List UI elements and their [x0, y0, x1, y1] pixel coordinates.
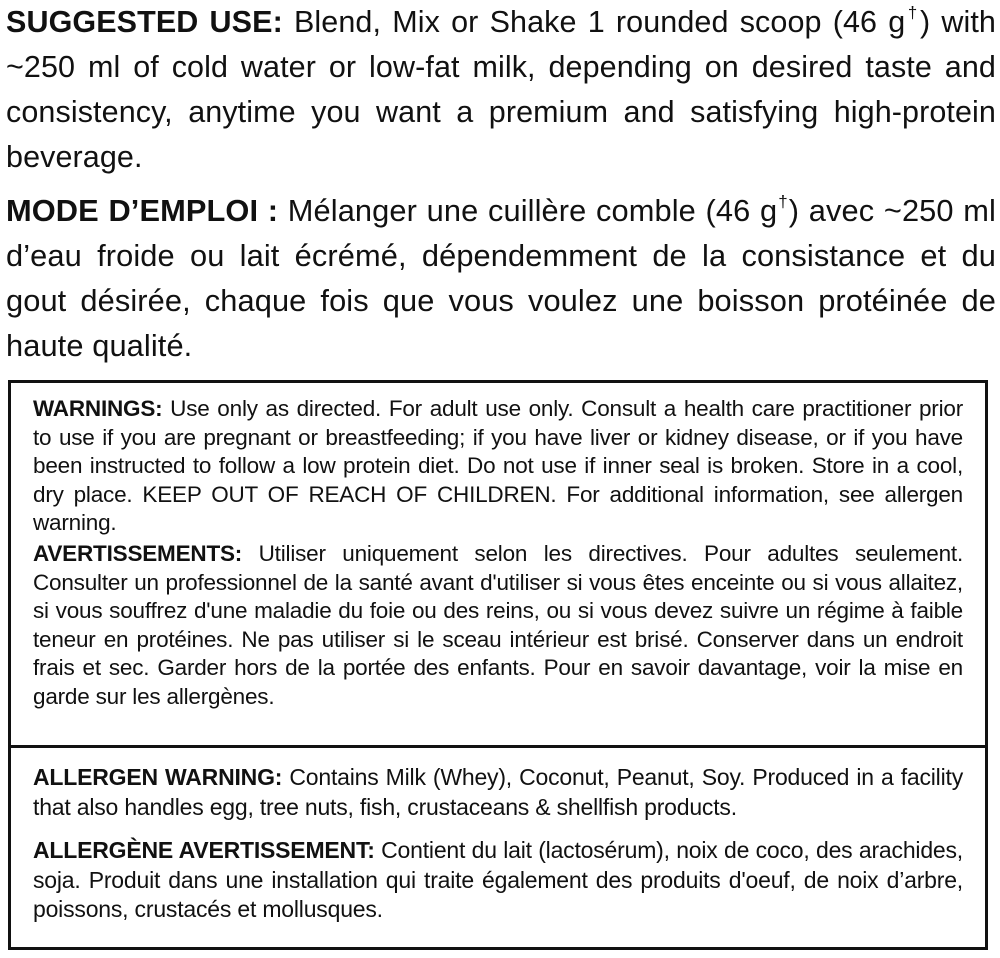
warnings-text: Use only as directed. For adult use only. Consult a health care practitioner prior to use if you are pregnant or breastfeeding; if you have liver or kidney disease, or if you have been instructed to follow a low protein diet. Do not use if inner seal is broken. Store in a cool, dry place. KEEP OUT OF REACH OF CHILDREN. For additional information, see allergen warning. [33, 396, 963, 536]
suggested-use-text: Blend, Mix or Shake 1 rounded scoop (46 g [282, 5, 906, 39]
avertissements-text: Utiliser uniquement selon les directives. Pour adultes seulement. Consulter un professionnel de la santé avant d'utiliser si vous êtes enceinte ou si vous allaitez, si vous souffrez d'une maladie du foie ou des reins, ou si vous devez suivre un régime à faible teneur en protéines. Ne pas utiliser si le sceau intérieur est brisé. Conserver dans un endroit frais et sec. Garder hors de la portée des enfants. Pour en savoir davantage, voir la mise en garde sur les allergènes. [33, 540, 963, 709]
allergene-avertissement-heading: ALLERGÈNE AVERTISSEMENT: [33, 837, 375, 863]
box-divider [11, 745, 985, 748]
avertissements-paragraph [33, 540, 963, 712]
allergen-section [11, 751, 985, 947]
warnings-section [11, 395, 985, 747]
allergene-avertissement-paragraph [33, 836, 963, 925]
warnings-paragraph [33, 395, 963, 538]
allergene-avertissement-text: Contient du lait (lactosérum), noix de coco, des arachides, soja. Produit dans une installation qui traite également des produits d'oeuf, de noix d’arbre, poissons, crustacés et mollusques. [33, 837, 963, 922]
mode-emploi-text: Mélanger une cuillère comble (46 g [278, 193, 778, 228]
allergen-warning-paragraph [33, 763, 963, 822]
mode-emploi-heading: MODE D’EMPLOI : [6, 193, 279, 228]
allergen-warning-heading: ALLERGEN WARNING: [33, 764, 283, 790]
dagger-mark: † [777, 192, 789, 212]
directions-section [6, 0, 996, 368]
suggested-use-text-rest: ) with ~250 ml of cold water or low-fat milk, depending on desired taste and consistency, anytime you want a premium and satisfying high-protein beverage. [6, 5, 996, 174]
dagger-mark: † [905, 3, 920, 23]
mode-emploi-paragraph [6, 188, 996, 368]
allergen-warning-text: Contains Milk (Whey), Coconut, Peanut, Soy. Produced in a facility that also handles egg, tree nuts, fish, crustaceans & shellfish products. [33, 764, 963, 820]
suggested-use-heading: SUGGESTED USE: [6, 5, 283, 39]
warnings-box [8, 380, 988, 950]
warnings-heading: WARNINGS: [33, 396, 163, 421]
suggested-use-paragraph [6, 0, 996, 180]
mode-emploi-text-rest: ) avec ~250 ml d’eau froide ou lait écrémé, dépendemment de la consistance et du gout désirée, chaque fois que vous voulez une boisson protéinée de haute qualité. [6, 193, 996, 363]
avertissements-heading: AVERTISSEMENTS: [33, 540, 243, 566]
